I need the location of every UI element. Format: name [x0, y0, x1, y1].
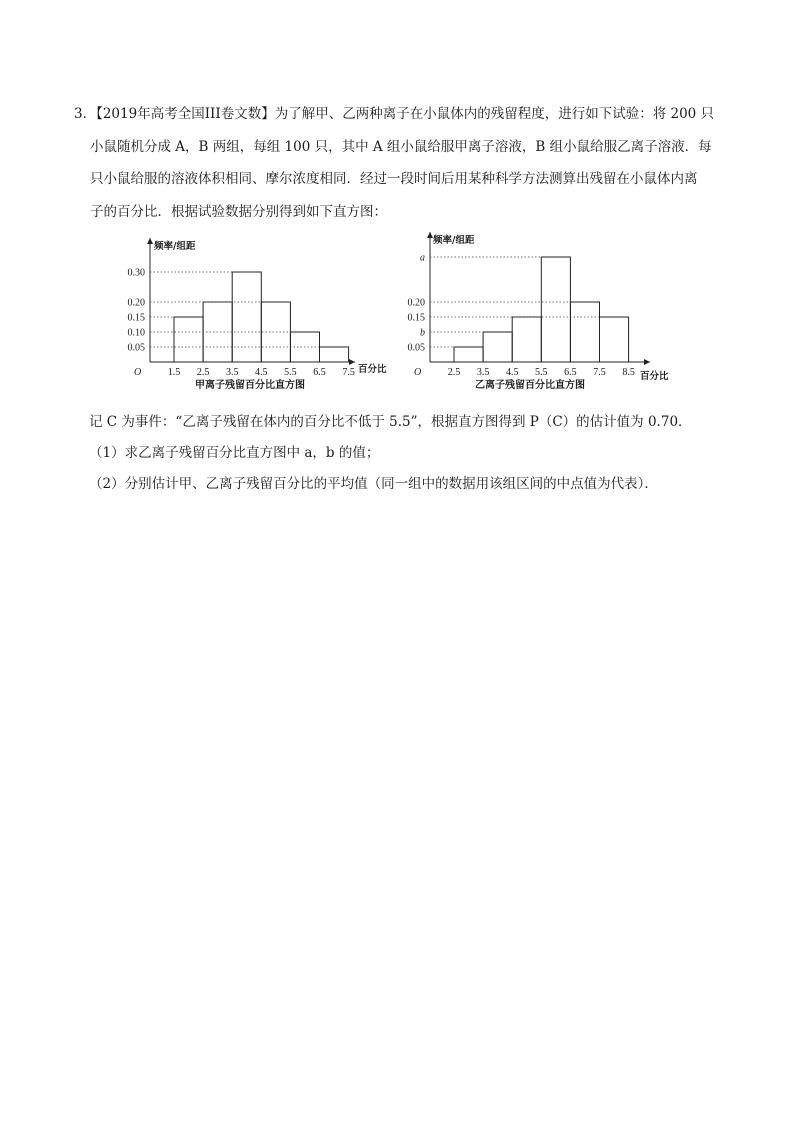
- hist-yi-x-tick-6: 7.5: [593, 367, 606, 378]
- event-definition: [89, 409, 729, 435]
- hist-jia-x-arrow: [349, 359, 355, 365]
- hist-yi-bar-6: [600, 317, 629, 362]
- hist-yi-y-tick-4: 0.20: [407, 297, 425, 309]
- hist-jia-x-tick-3: 3.5: [225, 367, 239, 378]
- question-line-2: 小鼠随机分成 A，B 两组，每组 100 只，其中 A 组小鼠给服甲离子溶液，B 组小鼠给服乙离子溶液．每: [90, 138, 712, 155]
- hist-jia-x-tick-2: 2.5: [196, 367, 210, 378]
- hist-jia-y-tick-2: 0.10: [127, 327, 145, 339]
- hist-yi-bar-4: [541, 257, 570, 362]
- part-2: [89, 471, 729, 497]
- hist-jia-origin: O: [134, 367, 142, 378]
- hist-yi-x-tick-1: 2.5: [447, 367, 461, 378]
- question-line-3: 只小鼠给服的溶液体积相同、摩尔浓度相同．经过一段时间后用某种科学方法测算出残留在小鼠体内离: [90, 171, 698, 187]
- hist-jia-x-tick-4: 4.5: [255, 367, 268, 378]
- part-1-text: （1）求乙离子残留百分比直方图中 a，b 的值；: [89, 445, 380, 461]
- hist-yi-bar-3: [512, 317, 541, 362]
- hist-yi-x-label: 百分比: [640, 371, 669, 382]
- hist-yi-y-tick-1: 0.05: [407, 342, 425, 354]
- hist-jia-x-label: 百分比: [358, 364, 387, 375]
- hist-yi-origin: O: [414, 367, 422, 378]
- hist-yi-bar-1: [454, 347, 483, 362]
- hist-jia-bar-3: [232, 272, 261, 362]
- hist-jia-y-arrow: [147, 238, 153, 244]
- hist-jia-y-label: 频率/组距: [154, 241, 196, 252]
- hist-yi-x-tick-3: 4.5: [505, 367, 519, 378]
- hist-yi-bar-2: [483, 332, 512, 362]
- hist-yi-y-arrow: [427, 232, 433, 238]
- hist-yi-x-arrow: [644, 359, 650, 365]
- hist-jia-x-tick-6: 6.5: [313, 367, 326, 378]
- hist-yi-x-tick-7: 8.5: [622, 367, 635, 378]
- question-block: [74, 98, 726, 228]
- hist-jia-y-tick-1: 0.05: [127, 342, 145, 354]
- hist-jia-bar-6: [320, 347, 349, 362]
- hist-jia-y-tick-5: 0.30: [127, 267, 145, 279]
- hist-jia-x-tick-1: 1.5: [167, 367, 181, 378]
- hist-yi-x-tick-2: 3.5: [476, 367, 490, 378]
- question-line-1-text: 为了解甲、乙两种离子在小鼠体内的残留程度，进行如下试验：将 200 只: [274, 106, 715, 122]
- part-1: [89, 440, 729, 466]
- hist-jia-bar-4: [261, 302, 290, 362]
- hist-jia-bar-1: [174, 317, 203, 362]
- hist-yi-y-tick-5: a: [420, 252, 425, 264]
- hist-jia-x-tick-7: 7.5: [342, 367, 355, 378]
- hist-jia-y-tick-4: 0.20: [127, 297, 145, 309]
- hist-yi-title: 乙离子残留百分比直方图: [475, 380, 585, 391]
- hist-jia-x-tick-5: 5.5: [284, 367, 297, 378]
- hist-yi-y-tick-3: 0.15: [407, 312, 425, 324]
- question-line-1: [74, 98, 726, 131]
- hist-yi-x-tick-4: 5.5: [535, 367, 548, 378]
- event-text: 记 C 为事件：“乙离子残留在体内的百分比不低于 5.5”，根据直方图得到 P（C）的估计值为 0.70．: [89, 414, 692, 430]
- hist-yi-bar-5: [570, 302, 599, 362]
- hist-jia-title: 甲离子残留百分比直方图: [195, 380, 305, 391]
- hist-yi-y-label: 频率/组距: [433, 235, 475, 246]
- question-source: 【2019年高考全国III卷文数】: [96, 106, 275, 122]
- question-line-4: 子的百分比．根据试验数据分别得到如下直方图：: [90, 203, 387, 220]
- hist-jia-y-tick-3: 0.15: [127, 312, 145, 324]
- question-number: 3．: [74, 106, 97, 122]
- hist-yi-y-tick-2: b: [420, 327, 425, 339]
- part-2-text: （2）分别估计甲、乙离子残留百分比的平均值（同一组中的数据用该组区间的中点值为代表）．: [89, 476, 658, 492]
- hist-yi-x-tick-5: 6.5: [564, 367, 577, 378]
- hist-jia-bar-2: [203, 302, 232, 362]
- hist-jia-bar-5: [290, 332, 319, 362]
